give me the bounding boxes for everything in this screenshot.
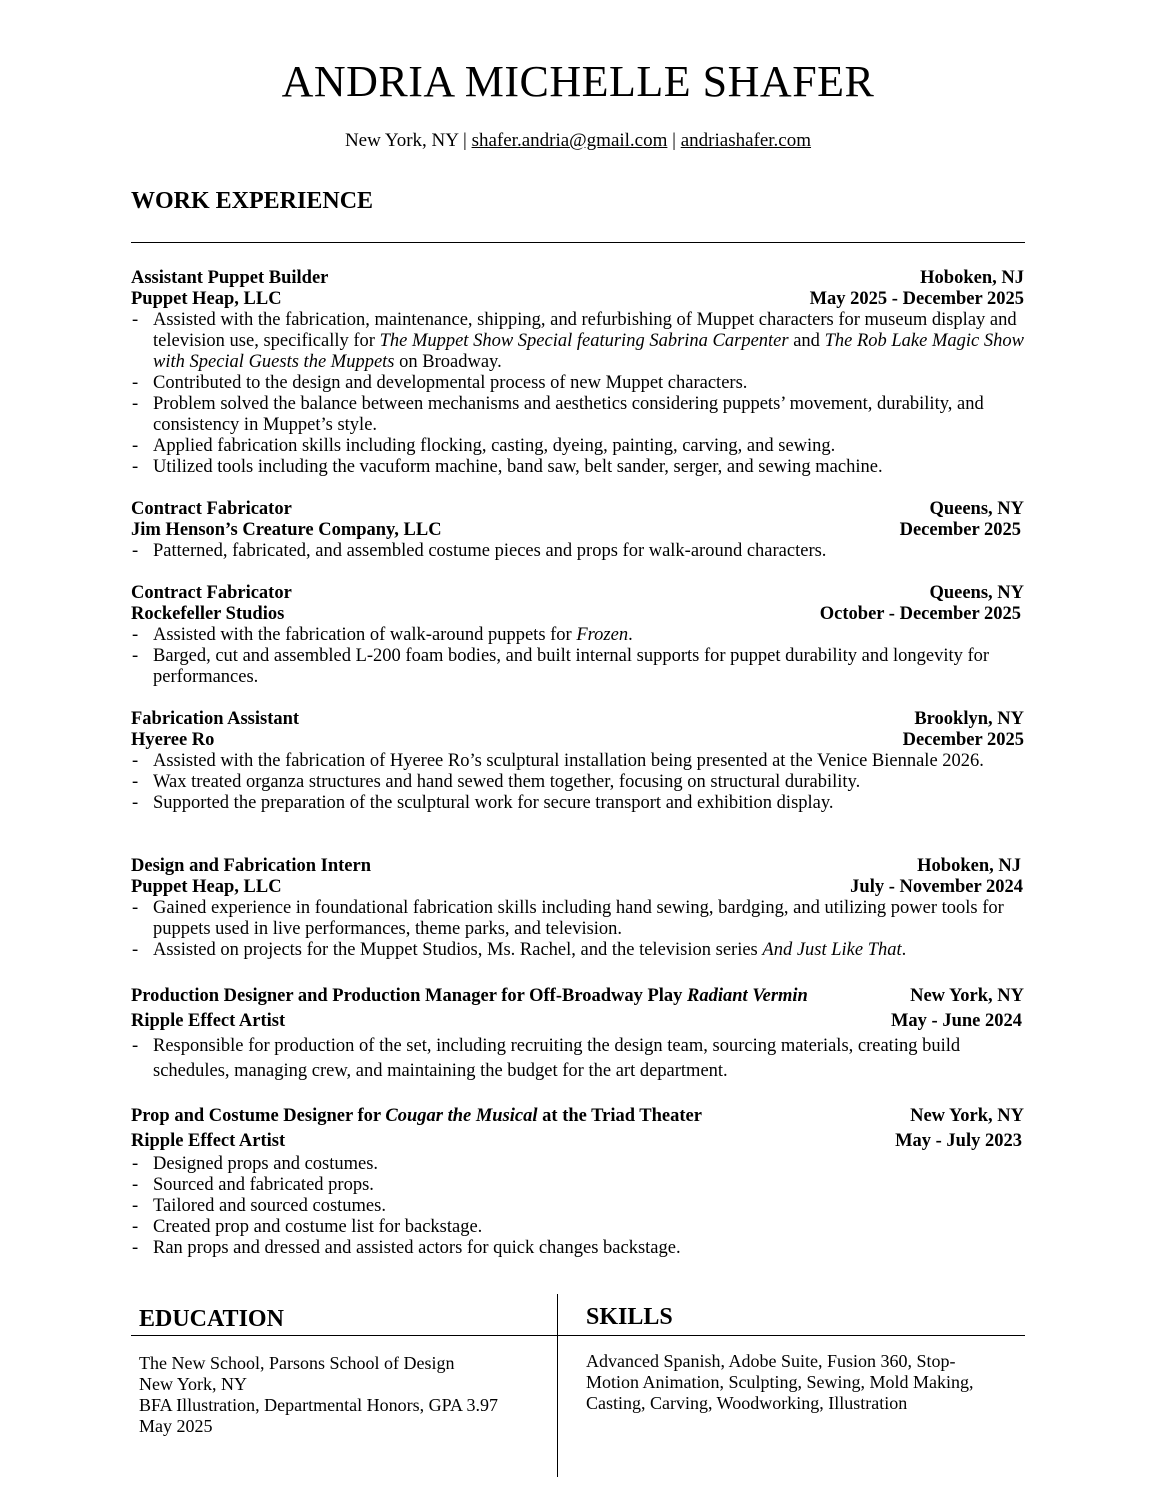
job-dates: October - December 2025	[819, 604, 1021, 624]
bullet-item: - Assisted with the fabrication of walk-around puppets for Frozen.	[131, 625, 1024, 646]
job-bullets	[131, 898, 1024, 961]
job-company: Jim Henson’s Creature Company, LLC	[131, 520, 442, 540]
job-entry	[131, 583, 1024, 688]
bullet-item: - Ran props and dressed and assisted actors for quick changes backstage.	[131, 1238, 1024, 1259]
job-dates: July - November 2024	[850, 877, 1023, 897]
bullet-item: - Utilized tools including the vacuform machine, band saw, belt sander, serger, and sewing machine.	[131, 457, 1024, 478]
bullet-item: - Gained experience in foundational fabrication skills including hand sewing, bardging, and utilizing power tools for puppets used in live performances, theme parks, and television.	[131, 898, 1024, 940]
job-dates: December 2025	[902, 730, 1024, 750]
job-company: Hyeree Ro	[131, 730, 215, 750]
bullet-item: - Problem solved the balance between mechanisms and aesthetics considering puppets’ movement, durability, and consistency in Muppet’s style.	[131, 394, 1024, 436]
school-name: The New School, Parsons School of Design	[139, 1353, 455, 1373]
bullet-item: - Barged, cut and assembled L-200 foam bodies, and built internal supports for puppet durability and longevity for performances.	[131, 646, 1024, 688]
job-bullets	[131, 625, 1024, 688]
website-link[interactable]: andriashafer.com	[680, 130, 812, 151]
bullet-item: - Tailored and sourced costumes.	[131, 1196, 1024, 1217]
job-company: Puppet Heap, LLC	[131, 289, 282, 309]
job-location: Hoboken, NJ	[920, 268, 1024, 288]
separator: |	[667, 130, 681, 151]
bullet-item: - Responsible for production of the set, including recruiting the design team, sourcing materials, creating build schedules, managing crew, and maintaining the budget for the art department.	[131, 1034, 1024, 1084]
job-title: Design and Fabrication Intern	[131, 856, 372, 876]
job-bullets	[131, 310, 1024, 478]
separator: |	[458, 130, 472, 151]
location-text: New York, NY	[344, 130, 459, 151]
school-location: New York, NY	[139, 1374, 248, 1394]
bullet-item: - Sourced and fabricated props.	[131, 1175, 1024, 1196]
job-dates: May - June 2024	[890, 1011, 1022, 1031]
job-company-row	[131, 1009, 1024, 1034]
job-company-row	[131, 520, 1024, 541]
skills-line: Casting, Carving, Woodworking, Illustration	[586, 1393, 908, 1413]
job-company-row	[131, 877, 1024, 898]
job-company: Ripple Effect Artist	[131, 1131, 286, 1151]
job-header-row	[131, 499, 1024, 520]
job-location: Queens, NY	[929, 583, 1024, 603]
job-location: Queens, NY	[929, 499, 1024, 519]
bullet-item: - Assisted with the fabrication of Hyeree Ro’s sculptural installation being presented at the Venice Biennale 2026.	[131, 751, 1024, 772]
job-company-row	[131, 289, 1024, 310]
job-company: Rockefeller Studios	[131, 604, 285, 624]
job-dates: May - July 2023	[895, 1131, 1022, 1151]
bullet-item: - Contributed to the design and developmental process of new Muppet characters.	[131, 373, 1024, 394]
job-header-row	[131, 583, 1024, 604]
degree: BFA Illustration, Departmental Honors, GPA 3.97	[139, 1395, 498, 1415]
job-location: Brooklyn, NY	[914, 709, 1024, 729]
job-entry	[131, 499, 1024, 562]
job-company: Puppet Heap, LLC	[131, 877, 282, 897]
section-divider	[131, 242, 1025, 243]
bullet-item: - Created prop and costume list for backstage.	[131, 1217, 1024, 1238]
job-location: New York, NY	[910, 1106, 1024, 1126]
job-company: Ripple Effect Artist	[131, 1011, 286, 1031]
skills-heading: SKILLS	[586, 1304, 673, 1330]
graduation-date: May 2025	[139, 1416, 213, 1436]
job-company-row	[131, 730, 1024, 751]
job-title: Production Designer and Production Manager for Off-Broadway Play Radiant Vermin	[131, 986, 808, 1006]
job-bullets	[131, 751, 1024, 814]
contact-line	[0, 129, 1156, 153]
job-company-row	[131, 604, 1024, 625]
column-divider	[557, 1294, 558, 1477]
education-details	[139, 1353, 498, 1437]
bullet-item: - Supported the preparation of the sculptural work for secure transport and exhibition display.	[131, 793, 1024, 814]
job-header-row	[131, 268, 1024, 289]
candidate-name: ANDRIA MICHELLE SHAFER	[281, 57, 875, 106]
bullet-item: - Designed props and costumes.	[131, 1154, 1024, 1175]
bullet-item: - Wax treated organza structures and hand sewed them together, focusing on structural durability.	[131, 772, 1024, 793]
job-dates: May 2025 - December 2025	[809, 289, 1024, 309]
job-title: Fabrication Assistant	[131, 709, 300, 729]
email-link[interactable]: shafer.andria@gmail.com	[471, 130, 668, 151]
job-header-row	[131, 856, 1024, 877]
skills-line: Motion Animation, Sculpting, Sewing, Mold Making,	[586, 1372, 974, 1392]
job-entry	[131, 1104, 1024, 1259]
job-header-row	[131, 709, 1024, 730]
job-entry	[131, 709, 1024, 814]
bullet-item: - Assisted on projects for the Muppet Studios, Ms. Rachel, and the television series And Just Like That.	[131, 940, 1024, 961]
work-experience-heading: WORK EXPERIENCE	[131, 188, 374, 214]
job-bullets	[131, 541, 1024, 562]
job-entry	[131, 268, 1024, 478]
job-location: New York, NY	[910, 986, 1024, 1006]
job-dates: December 2025	[899, 520, 1021, 540]
education-heading: EDUCATION	[139, 1306, 284, 1332]
skills-line: Advanced Spanish, Adobe Suite, Fusion 360, Stop-	[586, 1351, 956, 1371]
bullet-item: - Assisted with the fabrication, maintenance, shipping, and refurbishing of Muppet characters for museum display and television use, specifically for The Muppet Show Special featuring Sabrina Carpenter and The Rob Lake Magic Show with Special Guests the Muppets on Broadway.	[131, 310, 1024, 373]
bullet-item: - Patterned, fabricated, and assembled costume pieces and props for walk-around characters.	[131, 541, 1024, 562]
job-location: Hoboken, NJ	[917, 856, 1021, 876]
job-header-row	[131, 1104, 1024, 1129]
job-title: Assistant Puppet Builder	[131, 268, 329, 288]
section-divider	[131, 1335, 1025, 1336]
job-title: Prop and Costume Designer for Cougar the Musical at the Triad Theater	[131, 1106, 702, 1126]
job-header-row	[131, 984, 1024, 1009]
job-bullets	[131, 1034, 1024, 1084]
skills-details	[586, 1351, 974, 1414]
job-company-row	[131, 1129, 1024, 1154]
job-entry	[131, 856, 1024, 961]
job-entry	[131, 984, 1024, 1084]
job-title: Contract Fabricator	[131, 499, 292, 519]
job-bullets	[131, 1154, 1024, 1259]
job-title: Contract Fabricator	[131, 583, 292, 603]
bullet-item: - Applied fabrication skills including flocking, casting, dyeing, painting, carving, and sewing.	[131, 436, 1024, 457]
